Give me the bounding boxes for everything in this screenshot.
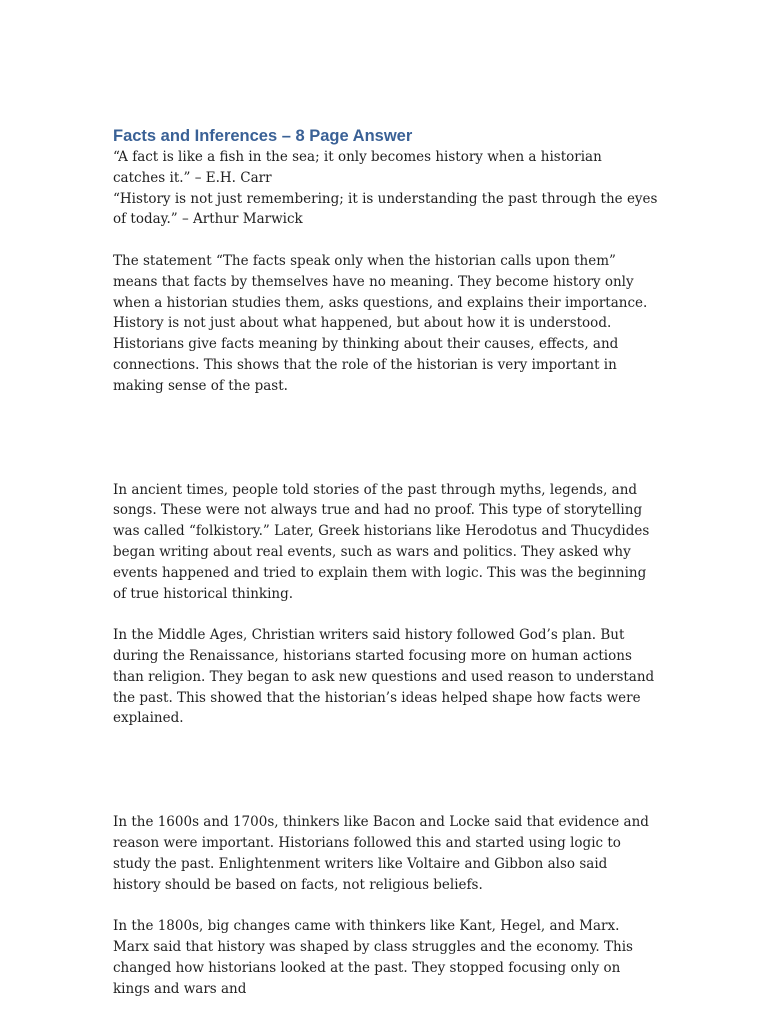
paragraph-enlightenment: In the 1600s and 1700s, thinkers like Bacon and Locke said that evidence and reason were important. Historians followed this and started using logic to study the past. Enlightenment writers like Voltaire and Gibbon also said history should be based on facts, not religious beliefs.	[113, 814, 649, 893]
paragraph-middle-ages: In the Middle Ages, Christian writers said history followed God’s plan. But during the Renaissance, historians started focusing more on human actions than religion. They began to ask new questions and used reason to understand the past. This showed that the historian’s ideas helped shape how facts were explained.	[113, 627, 655, 727]
spacer	[113, 604, 658, 625]
quote-marwick: “History is not just remembering; it is understanding the past through the eyes of today.” – Arthur Marwick	[113, 190, 658, 228]
paragraph-ancient: In ancient times, people told stories of the past through myths, legends, and songs. These were not always true and had no proof. This type of storytelling was called “folkistory.” Later, Greek historians like Herodotus and Thucydides began writing about real events, such as wars and politics. They asked why events happened and tried to explain them with logic. This was the beginning of true historical thinking.	[113, 481, 650, 602]
spacer	[113, 895, 658, 916]
spacer	[113, 397, 658, 480]
document-title: Facts and Inferences – 8 Page Answer	[113, 127, 413, 145]
paragraph-intro: The statement “The facts speak only when the historian calls upon them” means that facts by themselves have no meaning. They become history only when a historian studies them, asks questions, and explains their importance. History is not just about what happened, but about how it is understood. Historians give facts meaning by thinking about their causes, effects, and connections. This shows that the role of the historian is very important in making sense of the past.	[113, 252, 648, 394]
document-body	[113, 125, 658, 999]
paragraph-1800s: In the 1800s, big changes came with thinkers like Kant, Hegel, and Marx. Marx said that history was shaped by class struggles and the economy. This changed how historians looked at the past. They stopped focusing only on kings and wars and	[113, 918, 633, 997]
spacer	[113, 230, 658, 251]
spacer	[113, 729, 658, 812]
quote-carr: “A fact is like a fish in the sea; it only becomes history when a historian catches it.” – E.H. Carr	[113, 149, 602, 186]
